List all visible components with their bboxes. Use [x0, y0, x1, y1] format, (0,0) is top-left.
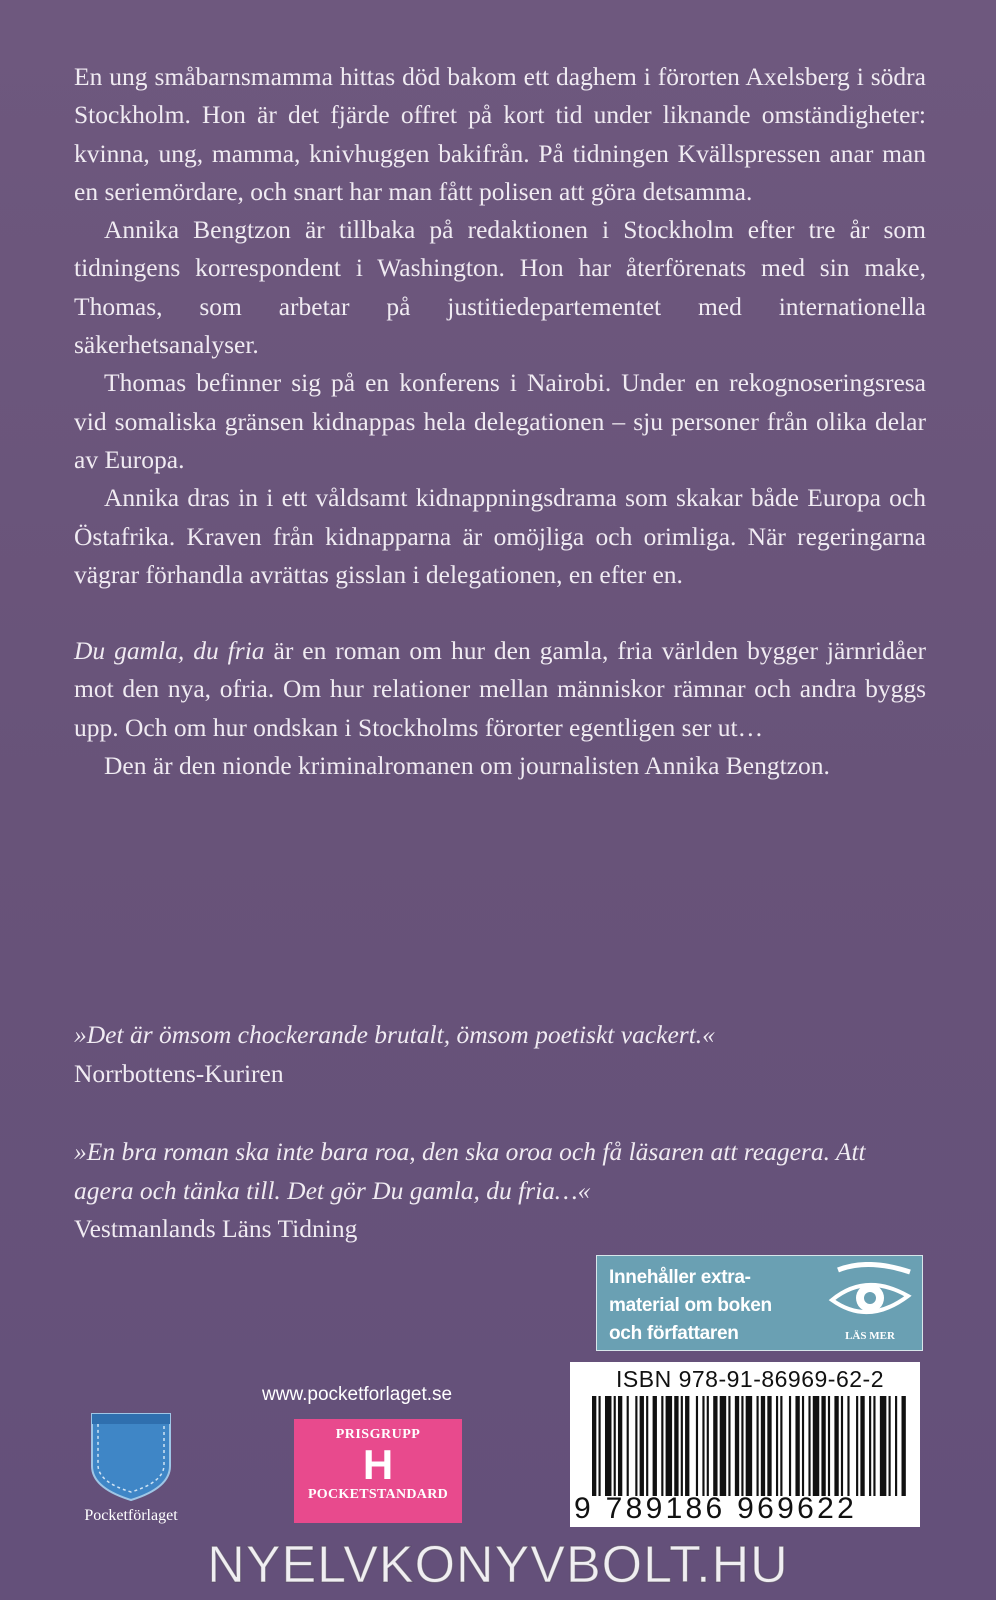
- price-group-badge: [294, 1419, 462, 1523]
- barcode-bar: [789, 1396, 791, 1496]
- barcode-bar: [674, 1396, 678, 1496]
- blurb-paragraph-6: Den är den nionde kriminalromanen om journalisten Annika Bengtzon.: [104, 751, 830, 781]
- barcode-bar: [761, 1396, 765, 1496]
- review-quote-source: Norrbottens-Kuriren: [74, 1058, 284, 1088]
- barcode-bar: [808, 1396, 810, 1496]
- barcode-bar: [856, 1396, 858, 1496]
- barcode-bar: [707, 1396, 709, 1496]
- isbn-label: ISBN 978-91-86969-62-2: [616, 1366, 884, 1392]
- barcode-bar: [746, 1396, 752, 1496]
- barcode-bar: [880, 1396, 886, 1496]
- barcode-bar: [741, 1396, 743, 1496]
- extra-material-box: [596, 1255, 923, 1351]
- barcode-bar: [802, 1396, 804, 1496]
- barcode-bar: [640, 1396, 644, 1496]
- extra-material-text: Innehåller extra-material om boken och författaren: [609, 1267, 772, 1344]
- pocket-logo-icon: [88, 1410, 174, 1502]
- barcode-bar: [653, 1396, 657, 1496]
- isbn-barcode: [570, 1362, 920, 1527]
- barcode-bar: [767, 1396, 771, 1496]
- price-group-letter: H: [362, 1441, 394, 1488]
- barcode-bar: [685, 1396, 689, 1496]
- publisher-website: www.pocketforlaget.se: [262, 1384, 453, 1405]
- barcode-bar: [681, 1396, 683, 1496]
- barcode-bar: [756, 1396, 758, 1496]
- barcode-bar: [728, 1396, 730, 1496]
- barcode-bar: [847, 1396, 849, 1496]
- barcode-bar: [666, 1396, 672, 1496]
- barcode-bar: [592, 1396, 596, 1496]
- barcode-bar: [889, 1396, 891, 1496]
- barcode-bar: [635, 1396, 637, 1496]
- barcode-bar: [902, 1396, 906, 1496]
- barcode-bar: [696, 1396, 698, 1496]
- book-title: Du gamla, du fria: [74, 636, 265, 666]
- barcode-bar: [646, 1396, 648, 1496]
- barcode-bar: [869, 1396, 871, 1496]
- blurb-paragraph-5-text: är en roman om hur den gamla, fria världen bygger järnridåer mot den nya, ofria. Om hur relationer mellan människor rämnar och andra byggs upp. Och om hur ondskan i Stockholms förorter egentligen ser ut…: [74, 636, 926, 742]
- blurb-paragraph-4: Annika dras in i ett våldsamt kidnappningsdrama som skakar både Europa och Östafrika. Kraven från kidnapparna är omöjliga och orimliga. När regeringarna vägrar förhandla avrättas gisslan i delegationen, en efter en.: [74, 483, 926, 589]
- watermark: NYELVKONYVBOLT.HU: [207, 1536, 789, 1594]
- barcode-bar: [627, 1396, 629, 1496]
- blurb-paragraph-2: Annika Bengtzon är tillbaka på redaktionen i Stockholm efter tre år som tidningens korrespondent i Washington. Hon har återförenats med sin make, Thomas, som arbetar på justitiedepartementet med internationella säkerhetsanalyser.: [74, 215, 926, 360]
- blurb-paragraph-5: [74, 632, 926, 747]
- price-group-label: PRISGRUPP: [335, 1427, 421, 1442]
- review-quote-text: »Det är ömsom chockerande brutalt, ömsom poetiskt vackert.«: [74, 1020, 715, 1049]
- eye-icon: [818, 1262, 916, 1344]
- barcode-bar: [614, 1396, 616, 1496]
- barcode-bar: [860, 1396, 864, 1496]
- read-more-label: LÄS MER: [845, 1330, 895, 1342]
- barcode-bar: [895, 1396, 897, 1496]
- barcode-bar: [735, 1396, 739, 1496]
- barcode-bar: [795, 1396, 799, 1496]
- review-quote-text: »En bra roman ska inte bara roa, den ska oroa och få läsaren att reagera. Att agera och tänka till. Det gör Du gamla, du fria…«: [74, 1137, 866, 1205]
- barcode-bars: [592, 1396, 908, 1496]
- review-quote-2: [74, 1133, 926, 1249]
- blurb-paragraph-3: Thomas befinner sig på en konferens i Nairobi. Under en rekognoseringsresa vid somaliska gränsen kidnappas hela delegationen – sju personer från olika delar av Europa.: [74, 368, 926, 474]
- barcode-bar: [776, 1396, 778, 1496]
- barcode-bar: [598, 1396, 600, 1496]
- barcode-bar: [841, 1396, 843, 1496]
- barcode-bar: [834, 1396, 838, 1496]
- barcode-bar: [873, 1396, 875, 1496]
- price-standard-label: POCKETSTANDARD: [307, 1487, 449, 1502]
- barcode-bar: [828, 1396, 830, 1496]
- barcode-bar: [605, 1396, 611, 1496]
- blurb: [74, 58, 926, 785]
- barcode-bar: [821, 1396, 825, 1496]
- review-quote-source: Vestmanlands Läns Tidning: [74, 1214, 358, 1243]
- barcode-bar: [661, 1396, 663, 1496]
- barcode-digits: 9 789186 969622: [574, 1492, 858, 1525]
- barcode-bar: [720, 1396, 726, 1496]
- barcode-bar: [618, 1396, 622, 1496]
- blurb-paragraph-1: En ung småbarnsmamma hittas död bakom ett daghem i förorten Axelsberg i södra Stockholm. Hon är det fjärde offret på kort tid under liknande omständigheter: kvinna, ung, mamma, knivhuggen bakifrån. På tidningen Kvällspressen anar man en seriemördare, och snart har man fått polisen att göra detsamma.: [74, 62, 926, 206]
- barcode-bar: [713, 1396, 717, 1496]
- barcode-bar: [780, 1396, 782, 1496]
- review-quote-1: [74, 1016, 926, 1093]
- barcode-bar: [813, 1396, 819, 1496]
- barcode-bar: [702, 1396, 704, 1496]
- publisher-name: Pocketförlaget: [84, 1507, 178, 1524]
